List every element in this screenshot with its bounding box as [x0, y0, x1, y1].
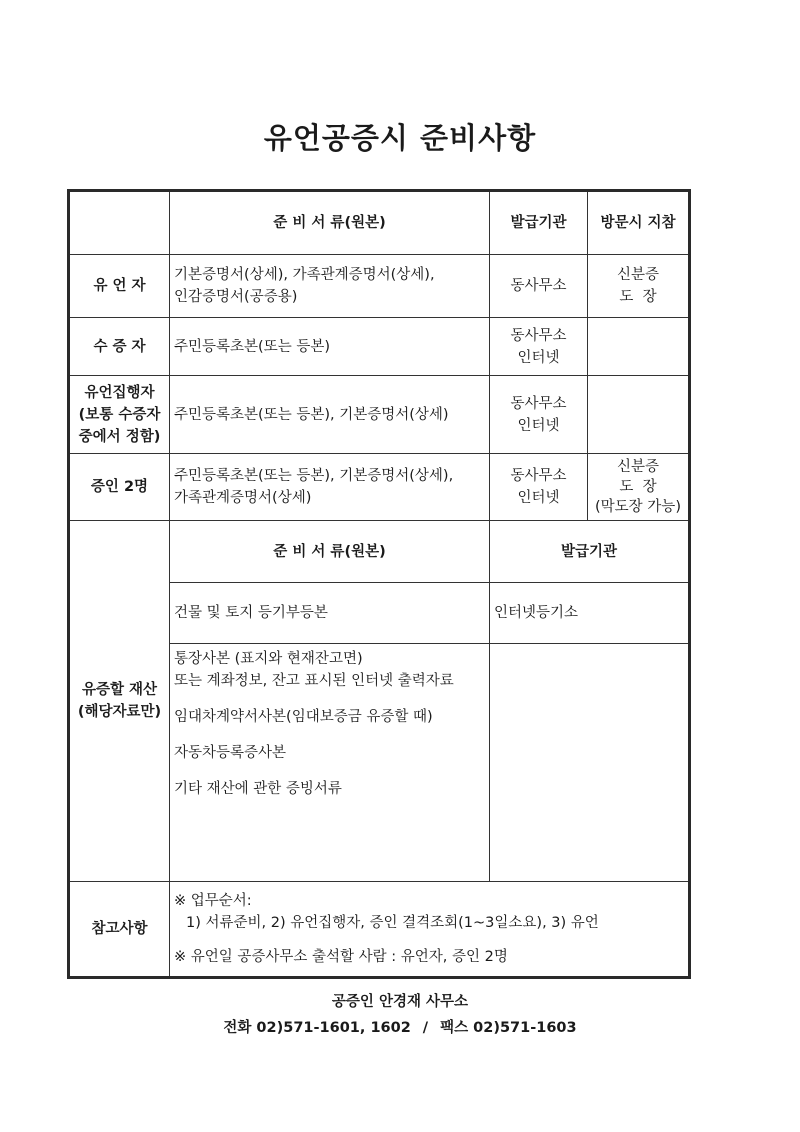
- notes-row: [69, 882, 690, 978]
- asset-item: 자동차등록증사본: [174, 745, 287, 761]
- table-row: [69, 454, 690, 521]
- issuer-line: 인터넷: [517, 417, 560, 434]
- row-label-testator: 유 언 자: [69, 255, 170, 318]
- header-blank-cell: [69, 191, 170, 255]
- document-title: 유언공증시 준비사항: [263, 121, 537, 155]
- footer-office: 공증인 안경재 사무소: [331, 994, 469, 1010]
- footer-fax: 팩스 02)571-1603: [440, 1020, 577, 1036]
- issuer-line: 동사무소: [510, 395, 567, 412]
- doc-line: 주민등록초본(또는 등본), 기본증명서(상세),: [174, 468, 454, 484]
- notes-line: 1) 서류준비, 2) 유언집행자, 증인 결격조회(1~3일소요), 3) 유언: [186, 915, 599, 931]
- asset-item-line: 또는 계좌정보, 잔고 표시된 인터넷 출력자료: [174, 673, 454, 689]
- asset-item: [174, 648, 485, 692]
- witnesses-issuer: [490, 454, 588, 521]
- row-label-executor: [69, 376, 170, 454]
- table-header-row: [69, 191, 690, 255]
- testator-documents: [170, 255, 490, 318]
- issuer-line: 인터넷: [517, 349, 560, 366]
- header-issuer: 발급기관: [490, 191, 588, 255]
- issuer-line: 인터넷: [517, 490, 560, 506]
- label-line: 유증할 재산: [81, 682, 158, 698]
- testator-issuer: 동사무소: [490, 255, 588, 318]
- label-line: (해당자료만): [77, 704, 162, 720]
- doc-line: 인감증명서(공증용): [174, 289, 298, 305]
- table-row: [69, 255, 690, 318]
- asset-item: 기타 재산에 관한 증빙서류: [174, 781, 342, 797]
- row-label-beneficiary: 수 증 자: [69, 318, 170, 376]
- bring-line: 도 장: [619, 479, 657, 495]
- doc-line: 가족관계증명서(상세): [174, 490, 312, 506]
- beneficiary-issuer: [490, 318, 588, 376]
- footer-contact: [0, 1016, 800, 1037]
- assets-header-row: [69, 521, 690, 583]
- notes-line: ※ 업무순서:: [174, 893, 252, 909]
- executor-documents: 주민등록초본(또는 등본), 기본증명서(상세): [170, 376, 490, 454]
- notes-content: [170, 882, 690, 978]
- doc-line: 기본증명서(상세), 가족관계증명서(상세),: [174, 267, 435, 283]
- notes-line: ※ 유언일 공증사무소 출석할 사람 : 유언자, 증인 2명: [174, 949, 508, 965]
- witnesses-bring: [588, 454, 690, 521]
- assets-header-issuer: 발급기관: [490, 521, 690, 583]
- bring-line: (막도장 가능): [595, 499, 681, 515]
- executor-issuer: [490, 376, 588, 454]
- asset-issuer-blank: [490, 644, 690, 882]
- bring-line: 도 장: [619, 289, 657, 305]
- issuer-line: 동사무소: [510, 327, 567, 344]
- row-label-witnesses: 증인 2명: [69, 454, 170, 521]
- issuer-line: 동사무소: [510, 468, 567, 484]
- registry-issuer: 인터넷등기소: [490, 583, 690, 644]
- testator-bring: [588, 255, 690, 318]
- table-row: [69, 376, 690, 454]
- beneficiary-documents: 주민등록초본(또는 등본): [170, 318, 490, 376]
- label-line: 유언집행자: [84, 384, 155, 401]
- bring-line: 신분증: [616, 459, 660, 475]
- executor-bring: [588, 376, 690, 454]
- label-line: (보통 수증자: [78, 406, 161, 423]
- witnesses-documents: [170, 454, 490, 521]
- header-documents: 준 비 서 류(원본): [170, 191, 490, 255]
- asset-item-line: 통장사본 (표지와 현재잔고면): [174, 651, 363, 667]
- header-bring: 방문시 지참: [588, 191, 690, 255]
- row-label-notes: 참고사항: [69, 882, 170, 978]
- footer-phone: 전화 02)571-1601, 1602: [223, 1020, 411, 1036]
- asset-item: 임대차계약서사본(임대보증금 유증할 때): [174, 709, 433, 725]
- row-label-assets: [69, 521, 170, 882]
- table-row: [69, 318, 690, 376]
- beneficiary-bring: [588, 318, 690, 376]
- asset-documents: [170, 644, 490, 882]
- registry-document: 건물 및 토지 등기부등본: [170, 583, 490, 644]
- footer-separator: /: [422, 1020, 429, 1036]
- bring-line: 신분증: [616, 267, 660, 283]
- preparation-table: [67, 189, 691, 979]
- assets-header-documents: 준 비 서 류(원본): [170, 521, 490, 583]
- label-line: 중에서 정함): [78, 428, 161, 445]
